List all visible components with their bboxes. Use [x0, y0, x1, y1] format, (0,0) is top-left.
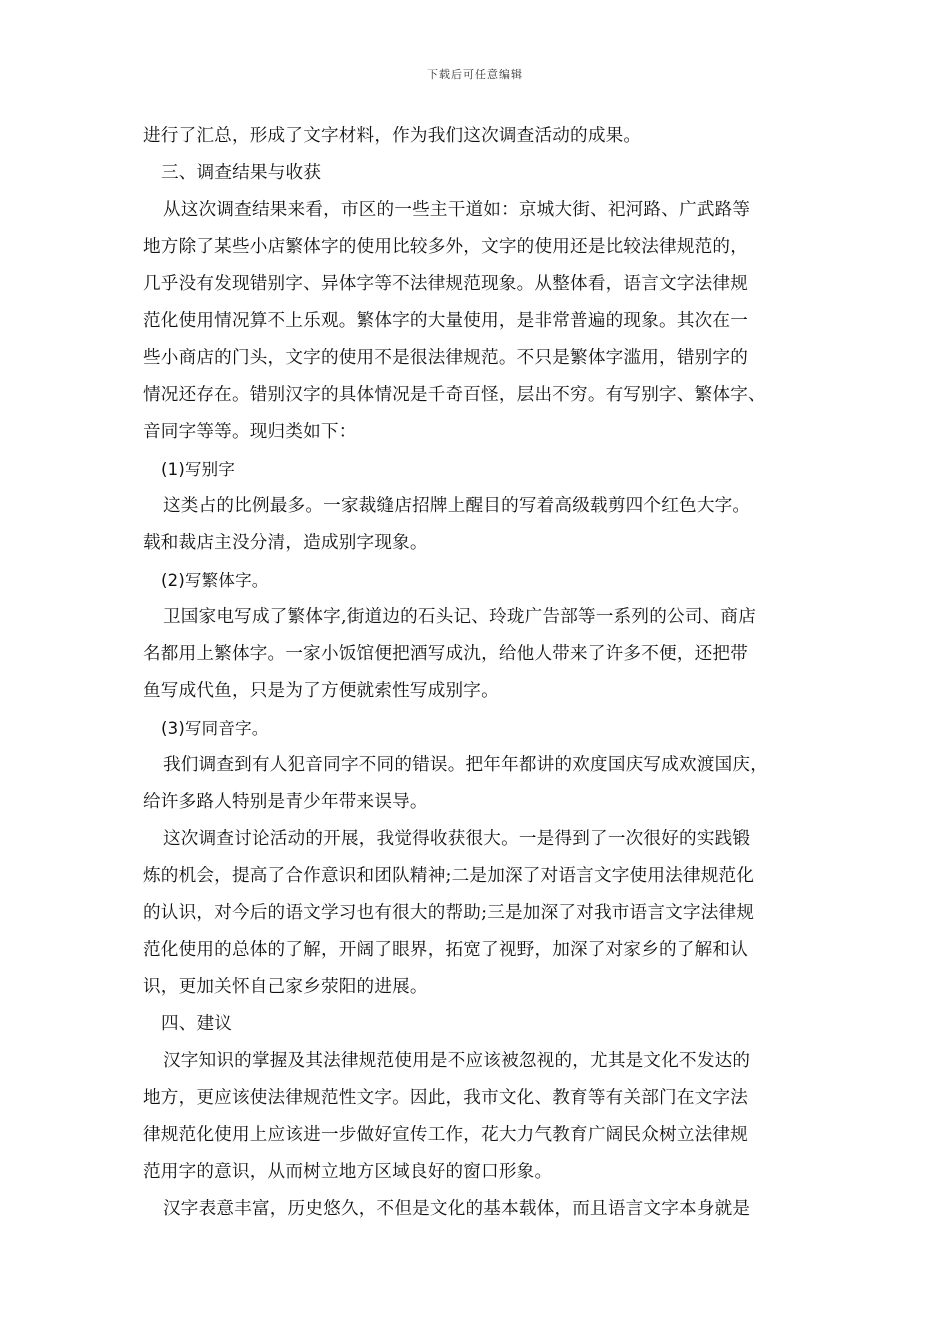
- paragraph-line: 范用字的意识，从而树立地方区域良好的窗口形象。: [143, 1162, 553, 1182]
- paragraph-line: 范化使用的总体的了解，开阔了眼界，拓宽了视野，加深了对家乡的了解和认: [143, 940, 748, 960]
- paragraph-line: 情况还存在。错别汉字的具体情况是千奇百怪，层出不穷。有写别字、繁体字、: [143, 385, 766, 405]
- paragraph-line: 些小商店的门头，文字的使用不是很法律规范。不只是繁体字滥用，错别字的: [143, 348, 748, 368]
- paragraph-line: 几乎没有发现错别字、异体字等不法律规范现象。从整体看，语言文字法律规: [143, 274, 748, 294]
- section-heading: 四、建议: [161, 1014, 233, 1034]
- paragraph-line: 地方，更应该使法律规范性文字。因此，我市文化、教育等有关部门在文字法: [143, 1088, 748, 1108]
- paragraph-line: 卫国家电写成了繁体字,街道边的石头记、玲珑广告部等一系列的公司、商店: [163, 607, 756, 627]
- paragraph-line: 载和裁店主没分清，造成别字现象。: [143, 533, 428, 553]
- paragraph-line: 地方除了某些小店繁体字的使用比较多外，文字的使用还是比较法律规范的，: [143, 237, 748, 257]
- paragraph-line: 汉字知识的掌握及其法律规范使用是不应该被忽视的，尤其是文化不发达的: [163, 1051, 751, 1071]
- paragraph-line: 汉字表意丰富，历史悠久，不但是文化的基本载体，而且语言文字本身就是: [163, 1199, 751, 1219]
- paragraph-line: 这类占的比例最多。一家裁缝店招牌上醒目的写着高级载剪四个红色大字。: [163, 496, 751, 516]
- paragraph-line: 炼的机会，提高了合作意识和团队精神;二是加深了对语言文字使用法律规范化: [143, 866, 755, 886]
- paragraph-line: 我们调查到有人犯音同字不同的错误。把年年都讲的欢度国庆写成欢渡国庆，: [163, 755, 768, 775]
- page-header: 下载后可任意编辑: [427, 68, 523, 81]
- document-body: [143, 118, 833, 1228]
- paragraph-line: 识，更加关怀自己家乡荥阳的进展。: [143, 977, 428, 997]
- list-item-heading: (2)写繁体字。: [161, 571, 269, 590]
- paragraph-line: 这次调查讨论活动的开展，我觉得收获很大。一是得到了一次很好的实践锻: [163, 829, 751, 849]
- paragraph-line: 音同字等等。现归类如下：: [143, 422, 357, 442]
- paragraph-line: 从这次调查结果来看，市区的一些主干道如：京城大街、祀河路、广武路等: [163, 200, 751, 220]
- paragraph-line: 给许多路人特别是青少年带来误导。: [143, 792, 428, 812]
- list-item-heading: (1)写别字: [161, 460, 236, 479]
- paragraph-line: 律规范化使用上应该进一步做好宣传工作，花大力气教育广阔民众树立法律规: [143, 1125, 748, 1145]
- paragraph-line: 名都用上繁体字。一家小饭馆便把酒写成氿，给他人带来了许多不便，还把带: [143, 644, 748, 664]
- list-item-heading: (3)写同音字。: [161, 719, 269, 738]
- paragraph-line: 范化使用情况算不上乐观。繁体字的大量使用，是非常普遍的现象。其次在一: [143, 311, 748, 331]
- paragraph-line: 鱼写成代鱼，只是为了方便就索性写成别字。: [143, 681, 499, 701]
- paragraph-line: 的认识，对今后的语文学习也有很大的帮助;三是加深了对我市语言文字法律规: [143, 903, 755, 923]
- section-heading: 三、调查结果与收获: [161, 163, 322, 183]
- paragraph-line: 进行了汇总，形成了文字材料，作为我们这次调查活动的成果。: [143, 126, 642, 146]
